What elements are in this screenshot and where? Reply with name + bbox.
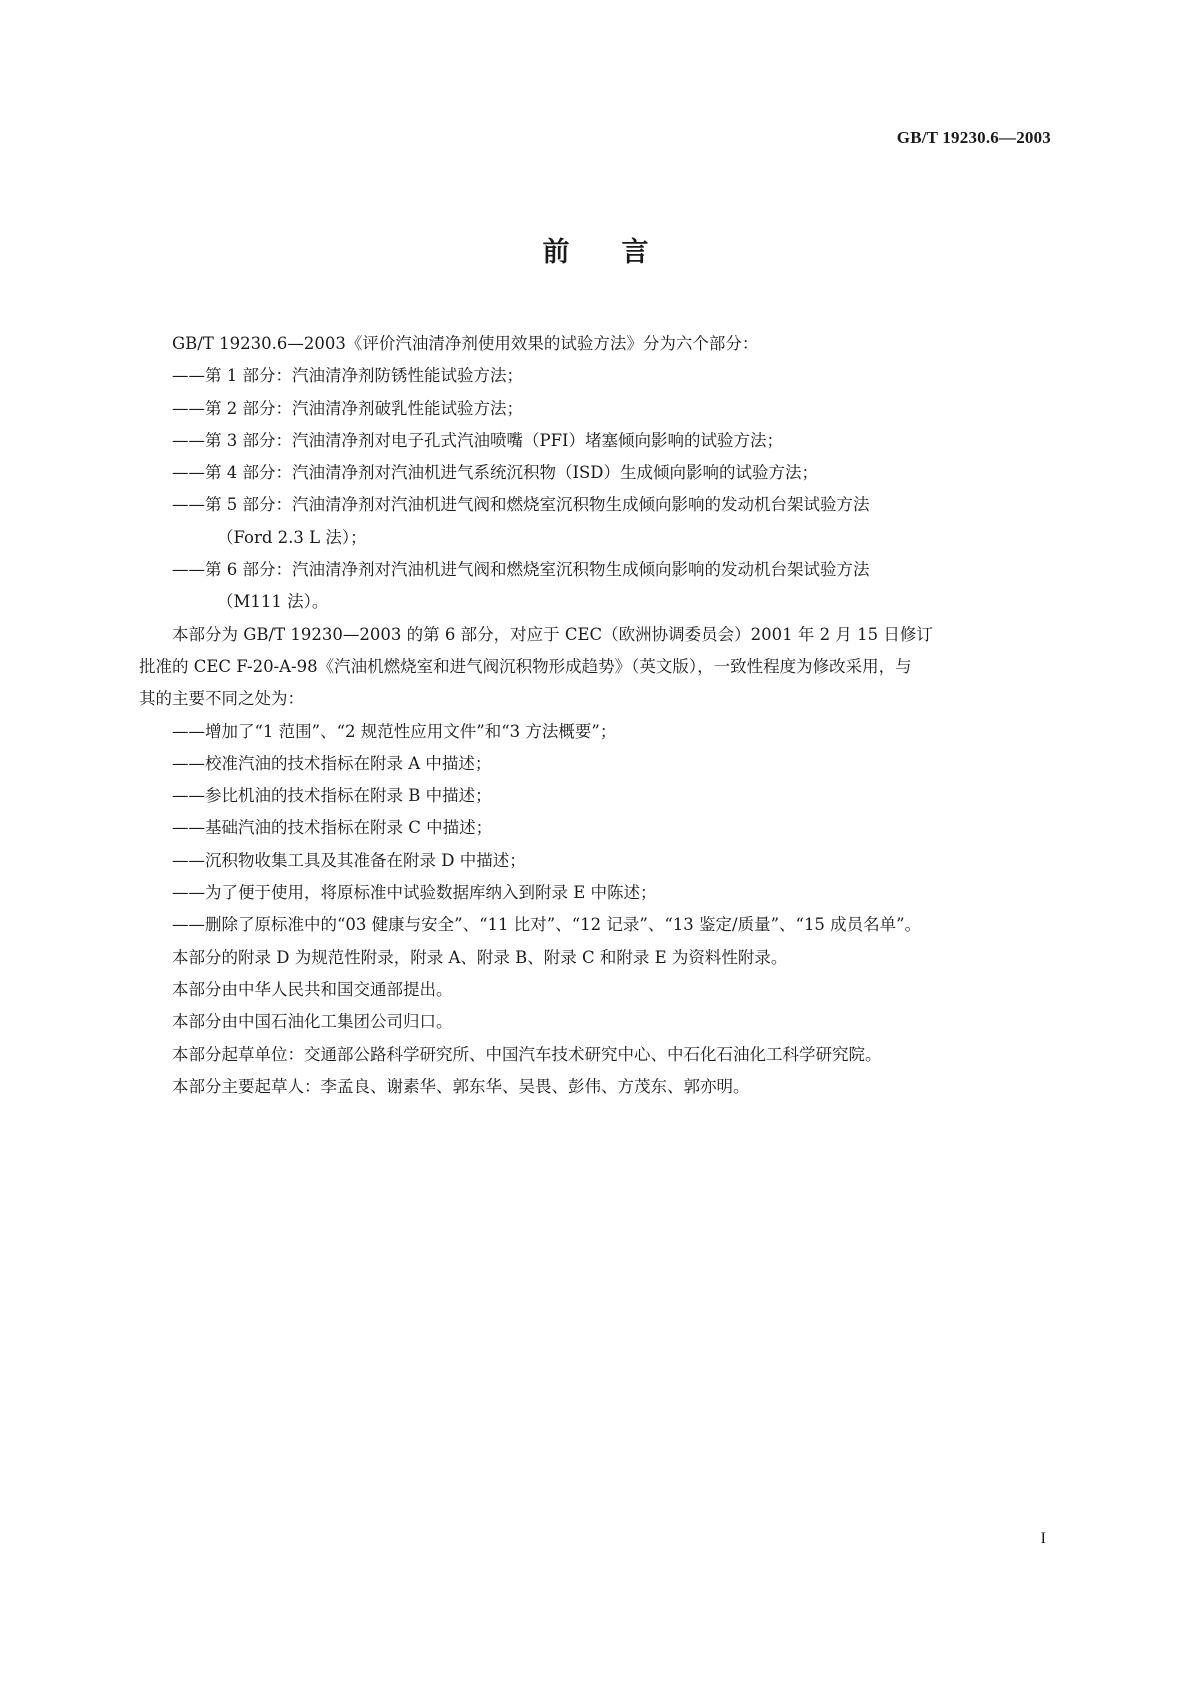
closing-paragraph: 本部分由中华人民共和国交通部提出。: [172, 979, 453, 999]
part-list-item: ——第 4 部分：汽油清净剂对汽油机进气系统沉积物（ISD）生成倾向影响的试验方法；: [172, 463, 819, 483]
difference-list-item: ——为了便于使用，将原标准中试验数据库纳入到附录 E 中陈述；: [172, 883, 657, 903]
part-list-item: ——第 6 部分：汽油清净剂对汽油机进气阀和燃烧室沉积物生成倾向影响的发动机台架试验方法: [172, 560, 870, 580]
difference-list-item: ——沉积物收集工具及其准备在附录 D 中描述；: [172, 850, 526, 870]
difference-list-item: ——校准汽油的技术指标在附录 A 中描述；: [172, 753, 492, 773]
page-title: 前言: [542, 237, 701, 268]
part-list-item: ——第 2 部分：汽油清净剂破乳性能试验方法；: [172, 398, 523, 418]
difference-list-item: ——基础汽油的技术指标在附录 C 中描述；: [172, 818, 493, 838]
difference-list-item: ——删除了原标准中的“03 健康与安全”、“11 比对”、“12 记录”、“13 鉴定/质量”、“15 成员名单”。: [172, 915, 922, 935]
part-list-item: ——第 3 部分：汽油清净剂对电子孔式汽油喷嘴（PFI）堵塞倾向影响的试验方法；: [172, 430, 784, 450]
intro-paragraph: GB/T 19230.6—2003《评价汽油清净剂使用效果的试验方法》分为六个部分：: [172, 334, 759, 353]
closing-paragraph: 本部分的附录 D 为规范性附录，附录 A、附录 B、附录 C 和附录 E 为资料性附录。: [172, 947, 788, 967]
closing-paragraph: 本部分起草单位：交通部公路科学研究所、中国汽车技术研究中心、中石化石油化工科学研究院。: [172, 1044, 882, 1064]
relation-paragraph-line: 其的主要不同之处为：: [139, 689, 304, 709]
part-list-item-continuation: （Ford 2.3 L 法）；: [217, 527, 367, 547]
closing-paragraph: 本部分主要起草人：李孟良、谢素华、郭东华、吴畏、彭伟、方茂东、郭亦明。: [172, 1076, 750, 1096]
closing-paragraph: 本部分由中国石油化工集团公司归口。: [172, 1012, 453, 1032]
difference-list-item: ——参比机油的技术指标在附录 B 中描述；: [172, 786, 492, 806]
part-list-item-continuation: （M111 法）。: [217, 592, 329, 612]
relation-paragraph-line: 本部分为 GB/T 19230—2003 的第 6 部分，对应于 CEC（欧洲协调委员会）2001 年 2 月 15 日修订: [172, 624, 933, 644]
part-list-item: ——第 1 部分：汽油清净剂防锈性能试验方法；: [172, 366, 523, 386]
relation-paragraph-line: 批准的 CEC F-20-A-98《汽油机燃烧室和进气阀沉积物形成趋势》（英文版），一致性程度为修改采用，与: [139, 656, 912, 676]
standard-code: GB/T 19230.6—2003: [896, 128, 1051, 147]
difference-list-item: ——增加了“1 范围”、“2 规范性应用文件”和“3 方法概要”；: [172, 721, 617, 741]
page-number: I: [1040, 1530, 1046, 1547]
document-body: [139, 328, 1052, 1103]
part-list-item: ——第 5 部分：汽油清净剂对汽油机进气阀和燃烧室沉积物生成倾向影响的发动机台架试验方法: [172, 495, 870, 515]
